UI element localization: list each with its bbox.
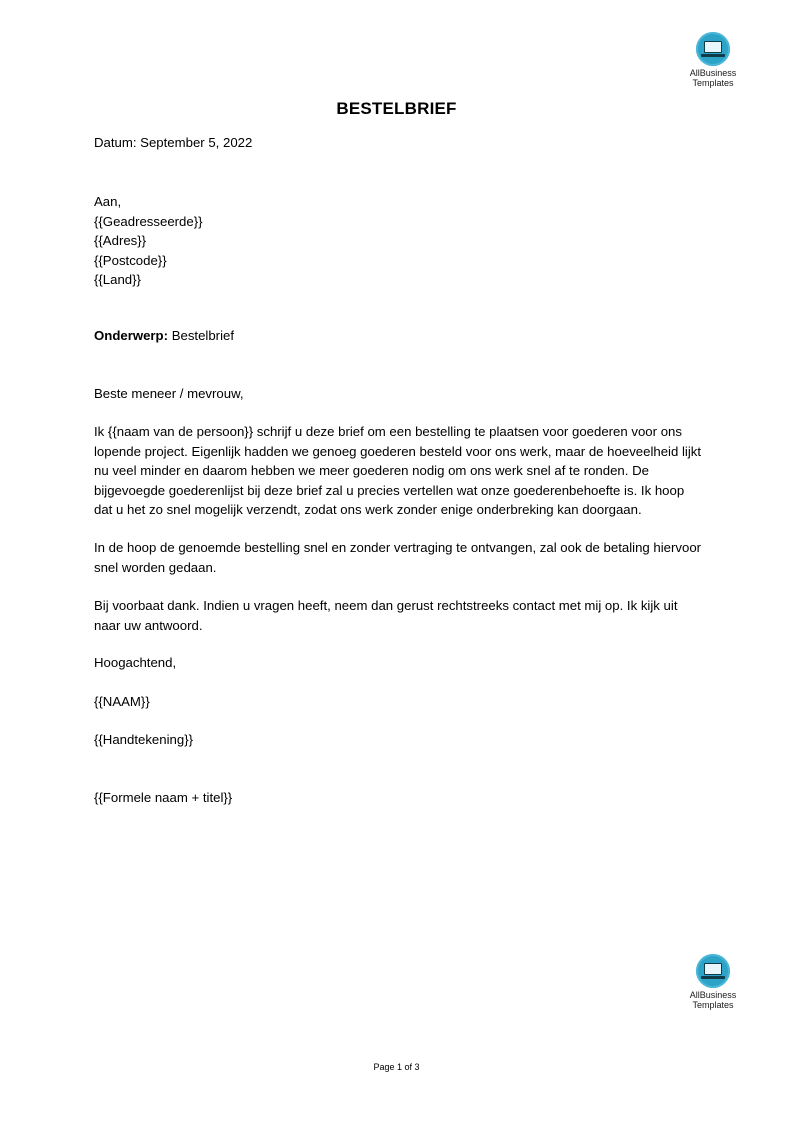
address-line-recipient: {{Geadresseerde}} (94, 213, 203, 229)
brand-subtitle: Templates (692, 78, 734, 88)
address-line-country: {{Land}} (94, 272, 141, 287)
signature-placeholder: {{Handtekening}} (94, 732, 194, 747)
sender-name: {{NAAM}} (94, 694, 150, 709)
brand-logo-top (668, 32, 758, 88)
salutation: Beste meneer / mevrouw, (94, 386, 244, 401)
closing: Hoogachtend, (94, 655, 177, 670)
body-paragraph-1: Ik {{naam van de persoon}} schrijf u deze brief om een bestelling te plaatsen voor goederen voor ons lopende project. Eigenlijk hadden we genoeg goederen besteld voor ons werk, maar de hoeveelheid lijkt nu veel minder en daarom hebben we meer goederen nodig om ons werk snel af te ronden. De bijgevoegde goederenlijst bij deze brief zal u precies vertellen wat onze goederenbehoefte is. Ik hoop dat u het zo snel mogelijk verzendt, zodat ons werk zonder enige onderbreking kan doorgaan. (94, 424, 702, 517)
letter-date: Datum: September 5, 2022 (94, 135, 253, 150)
document-title: BESTELBRIEF (336, 99, 457, 118)
page-number: Page 1 of 3 (373, 1062, 420, 1072)
body-paragraph-2: In de hoop de genoemde bestelling snel en zonder vertraging te ontvangen, zal ook de betaling hiervoor snel worden gedaan. (94, 540, 702, 575)
address-line-street: {{Adres}} (94, 233, 147, 248)
recipient-label: Aan, (94, 194, 122, 209)
subject-label: Onderwerp: (94, 328, 169, 343)
brand-subtitle: Templates (692, 1000, 734, 1010)
subject-text: Bestelbrief (171, 328, 234, 343)
formal-name-title: {{Formele naam + titel}} (94, 790, 233, 805)
laptop-icon (696, 954, 730, 988)
address-line-postcode: {{Postcode}} (94, 252, 167, 268)
body-paragraph-3: Bij voorbaat dank. Indien u vragen heeft, neem dan gerust rechtstreeks contact met mij op. Ik kijk uit naar uw antwoord. (94, 598, 678, 633)
brand-logo-bottom (668, 954, 758, 1010)
laptop-icon (696, 32, 730, 66)
brand-name: AllBusiness (689, 990, 737, 1000)
subject-line (94, 326, 234, 346)
brand-name: AllBusiness (689, 68, 737, 78)
